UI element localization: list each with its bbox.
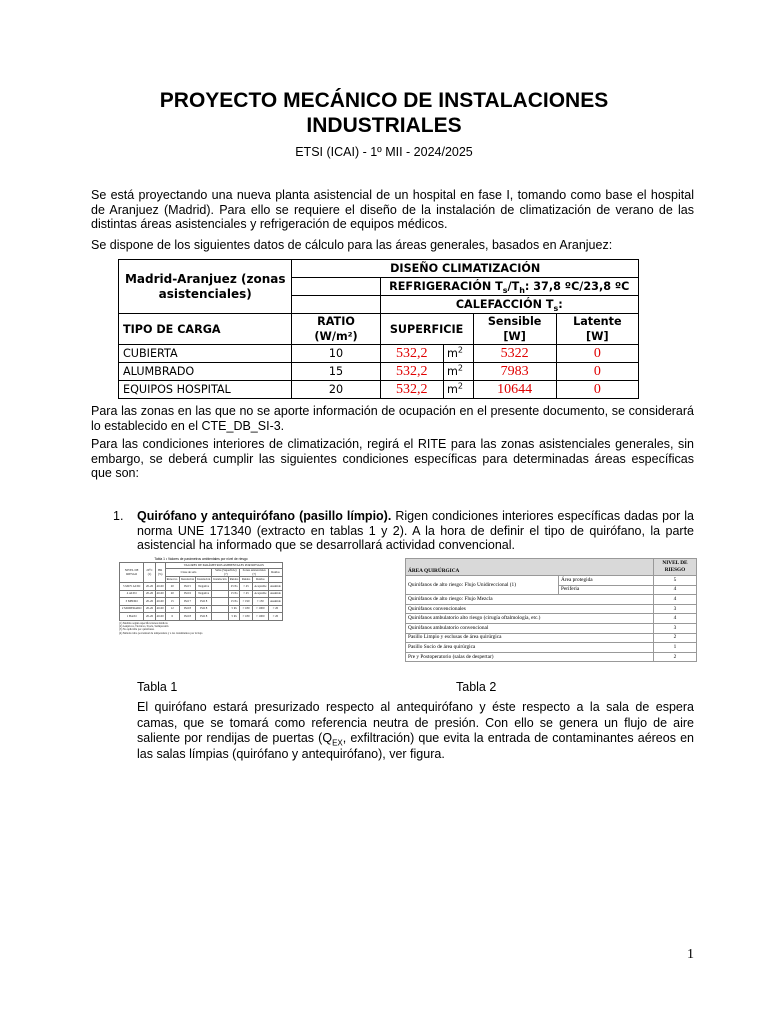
latente-cell: 0	[556, 345, 638, 363]
blank-cell	[292, 278, 380, 296]
tipo-cell: EQUIPOS HOSPITAL	[119, 381, 292, 399]
unit-cell: $m^2$	[443, 345, 473, 363]
tipo-cell: ALUMBRADO	[119, 363, 292, 381]
unit-cell: $m^2$	[443, 363, 473, 381]
tabla1-title: Tabla 1 • Valores de parámetros ambientales por nivel de riesgo	[154, 557, 248, 561]
tabla2-col-nivel: NIVEL DE RIESGO	[654, 559, 697, 576]
tipo-cell: CUBIERTA	[119, 345, 292, 363]
ratio-cell: 20	[292, 381, 380, 399]
list-item-text: Quirófano y antequirófano (pasillo límpio). Rigen condiciones interiores específicas dadas por la norma UNE 171340 (extracto en tablas 1 y 2). A la hora de definir el tipo de quirófano, la parte asistencial ha informado que se desarrollará actividad convencional.	[137, 509, 695, 552]
superficie-cell: 532,2	[380, 345, 443, 363]
table-row: Quirófanos de alto riesgo: Flujo Unidireccional (1) Área protegida 5	[406, 576, 697, 586]
col-latente: Latente [W]	[556, 314, 638, 345]
tabla2-col-area: ÁREA QUIRÚRGICA	[406, 559, 654, 576]
sensible-cell: 5322	[473, 345, 556, 363]
tabla2-caption: Tabla 2	[456, 680, 497, 694]
design-data-table	[118, 259, 639, 399]
sensible-cell: 10644	[473, 381, 556, 399]
table-row: Pasillo Limpio y esclusas de área quirúrgica 2	[406, 633, 697, 643]
document-subtitle: ETSI (ICAI) - 1º MII - 2024/2025	[295, 145, 473, 159]
blank-cell	[292, 296, 380, 314]
page-number: 1	[687, 947, 694, 962]
table-row: Periferia 4	[406, 585, 697, 595]
col-sensible: Sensible [W]	[473, 314, 556, 345]
heating-header: CALEFACCIÓN $T_s$:	[380, 296, 638, 314]
data-intro-paragraph: Se dispone de los siguientes datos de cálculo para las áreas generales, basados en Aranjuez:	[91, 238, 613, 252]
latente-cell: 0	[556, 363, 638, 381]
conditions-paragraph: Para las condiciones interiores de climatización, regirá el RITE para las zonas asistenciales generales, sin embargo, se deberá cumplir las siguientes condiciones específicas para determinadas áreas específicas que son:	[91, 437, 694, 480]
table-row: Pasillo Sucio de área quirúrgica 1	[406, 643, 697, 653]
intro-paragraph: Se está proyectando una nueva planta asistencial de un hospital en fase I, tomando como base el hospital de Aranjuez (Madrid). Para ello se requiere el diseño de la instalación de climatización de verano de las distintas áreas asistenciales y refrigeración de equipos médicos.	[91, 188, 694, 231]
table-row: Quirófanos ambulatorio alto riesgo (cirugía oftalmología, etc.) 4	[406, 614, 697, 624]
tabla1-caption: Tabla 1	[137, 680, 178, 694]
table-row	[119, 381, 639, 399]
refrigeration-header: REFRIGERACIÓN $T_s/T_h$: 37,8 ºC/23,8 ºC	[380, 278, 638, 296]
table-row	[119, 363, 639, 381]
ratio-cell: 15	[292, 363, 380, 381]
table-row: Quirófanos convencionales 3	[406, 604, 697, 614]
pressurization-paragraph: El quirófano estará presurizado respecto al antequirófano y éste respecto a la sala de espera camas, que se tomará como referencia neutra de presión. Con ello se genera un flujo de aire saliente por rendijas de puertas ($Q_{EX}$, exfiltración) que evita la entrada de contaminantes aéreos en las salas límpias (quirófano y antequirófano), ver figura.	[137, 700, 694, 761]
tabla1-image: Tabla 1 • Valores de parámetros ambientales por nivel de riesgo NIVEL DE RIESGO 20°C (1) HR (%) VALORES DE PARÁMETROS AMBIENTALES POR RIESGOS Clase de sala Salas (Superficie) (7) Zonas asistenciales (7) Ruidos Renovac. Instalación Instalación Instalación Ruidos Ruidos Ruidos 5 MUY ALTO 20-26 40-60 20 ISO 5 Negativa 25 Pa > 45 Aceptable Asumido 4 ALTO 20-26 40-60 20 ISO 6 Negativa 15 Pa > 45 Aceptable Asumido 3 MEDIO 20-26 40-60 15 ISO 7 ISO 8 15 Pa > 190 > 150 Asumido 2 MODERADO 20-26 40-60 12 ISO 8 ISO 8 5 Pa > 180 > 1000 > 20 1 BAJO 20-26 40-60 6 ISO 8 ISO 8 5 Pa > 180 > 1000 > 20 (1) Medido según especificaciones médicas (2) Asépticos, Técnicos, Stock, Semipresión (3) No aplicable por quirófanos (4) Método tubo porcentual de temperatura y a los tratamientos por la hoja	[119, 557, 283, 667]
document-title: PROYECTO MECÁNICO DE INSTALACIONES INDUSTRIALES	[159, 89, 609, 137]
superficie-cell: 532,2	[380, 363, 443, 381]
tabla2-image	[405, 558, 697, 662]
latente-cell: 0	[556, 381, 638, 399]
superficie-cell: 532,2	[380, 381, 443, 399]
col-superficie: SUPERFICIE	[380, 314, 473, 345]
ratio-cell: 10	[292, 345, 380, 363]
table-row: Quirófanos de alto riesgo: Flujo Mezcla 4	[406, 595, 697, 605]
design-header: DISEÑO CLIMATIZACIÓN	[292, 260, 639, 278]
col-ratio: RATIO (W/m²)	[292, 314, 380, 345]
location-cell: Madrid-Aranjuez (zonas asistenciales)	[119, 260, 292, 314]
table-row	[119, 345, 639, 363]
col-tipo-carga: TIPO DE CARGA	[119, 314, 292, 345]
list-number: 1.	[113, 509, 124, 523]
tabla1-notes: (1) Medido según especificaciones médicas (2) Asépticos, Técnicos, Stock, Semipresión (3) No aplicable por quirófanos (4) Método tubo porcentual de temperatura y a los tratamientos por la hoja	[119, 621, 203, 635]
sensible-cell: 7983	[473, 363, 556, 381]
unit-cell: $m^2$	[443, 381, 473, 399]
list-item-lead: Quirófano y antequirófano (pasillo límpio).	[137, 509, 392, 523]
table-row: Quirófanos ambulatorio convencional 3	[406, 623, 697, 633]
table-row: Pre y Postoperatorio (salas de despertar) 2	[406, 652, 697, 662]
occupancy-paragraph: Para las zonas en las que no se aporte información de ocupación en el presente documento, se considerará lo establecido en el CTE_DB_SI-3.	[91, 404, 694, 433]
